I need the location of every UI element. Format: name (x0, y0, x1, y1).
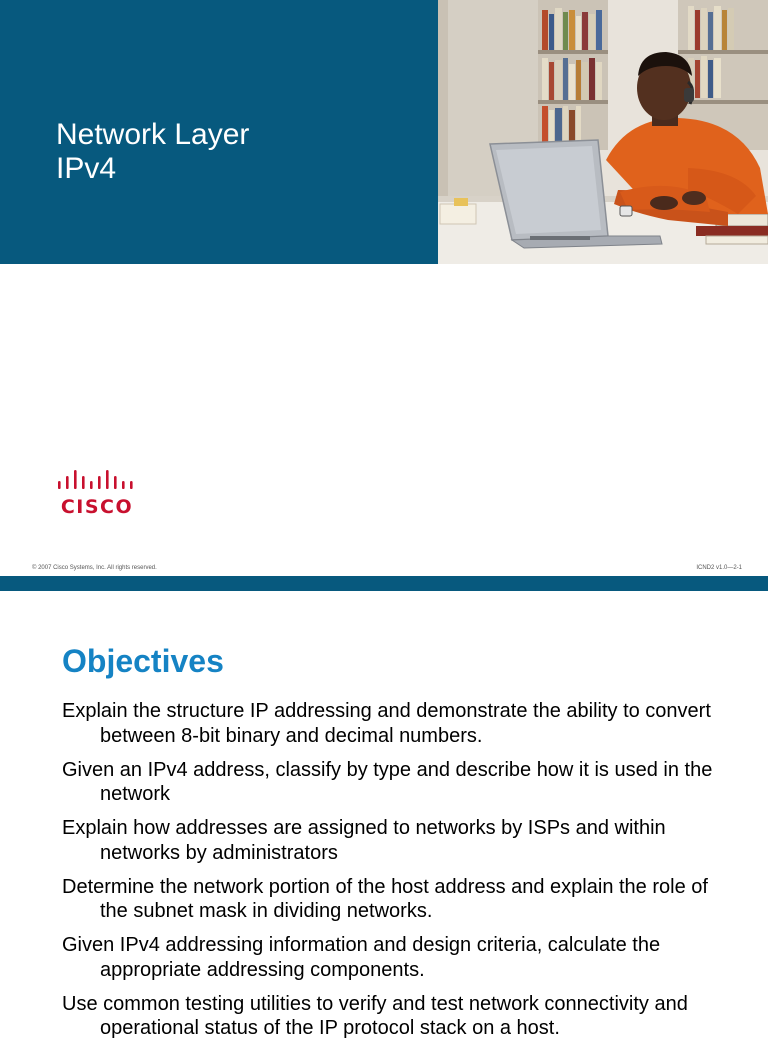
student-laptop-photo (438, 0, 768, 264)
objectives-heading: Objectives (62, 643, 224, 679)
slide-title (56, 118, 249, 186)
objective-item: Explain how addresses are assigned to networks by ISPs and within networks by administrators (62, 817, 666, 864)
cisco-logo (56, 468, 138, 520)
objectives-list (62, 699, 722, 1050)
cisco-bridge-icon (56, 468, 138, 494)
cisco-wordmark: CISCO (60, 496, 134, 518)
title-band (0, 0, 438, 264)
copyright-footer: © 2007 Cisco Systems, Inc. All rights reserved. (32, 565, 157, 571)
slide-number-footer: ICND2 v1.0—2-1 (696, 565, 742, 571)
objective-item: Given an IPv4 address, classify by type and describe how it is used in the network (62, 758, 713, 805)
objective-item: Determine the network portion of the host address and explain the role of the subnet mask in dividing networks. (62, 875, 708, 922)
slide-title-line2: IPv4 (56, 152, 117, 185)
objective-item: Given IPv4 addressing information and design criteria, calculate the appropriate addressing components. (62, 934, 661, 981)
objective-item: Explain the structure IP addressing and demonstrate the ability to convert between 8-bit binary and decimal numbers. (62, 700, 711, 747)
objective-item: Use common testing utilities to verify and test network connectivity and operational status of the IP protocol stack on a host. (62, 992, 688, 1039)
slide-title-line1: Network Layer (56, 118, 250, 151)
slide-divider (0, 576, 768, 591)
objectives-slide (0, 591, 768, 1039)
